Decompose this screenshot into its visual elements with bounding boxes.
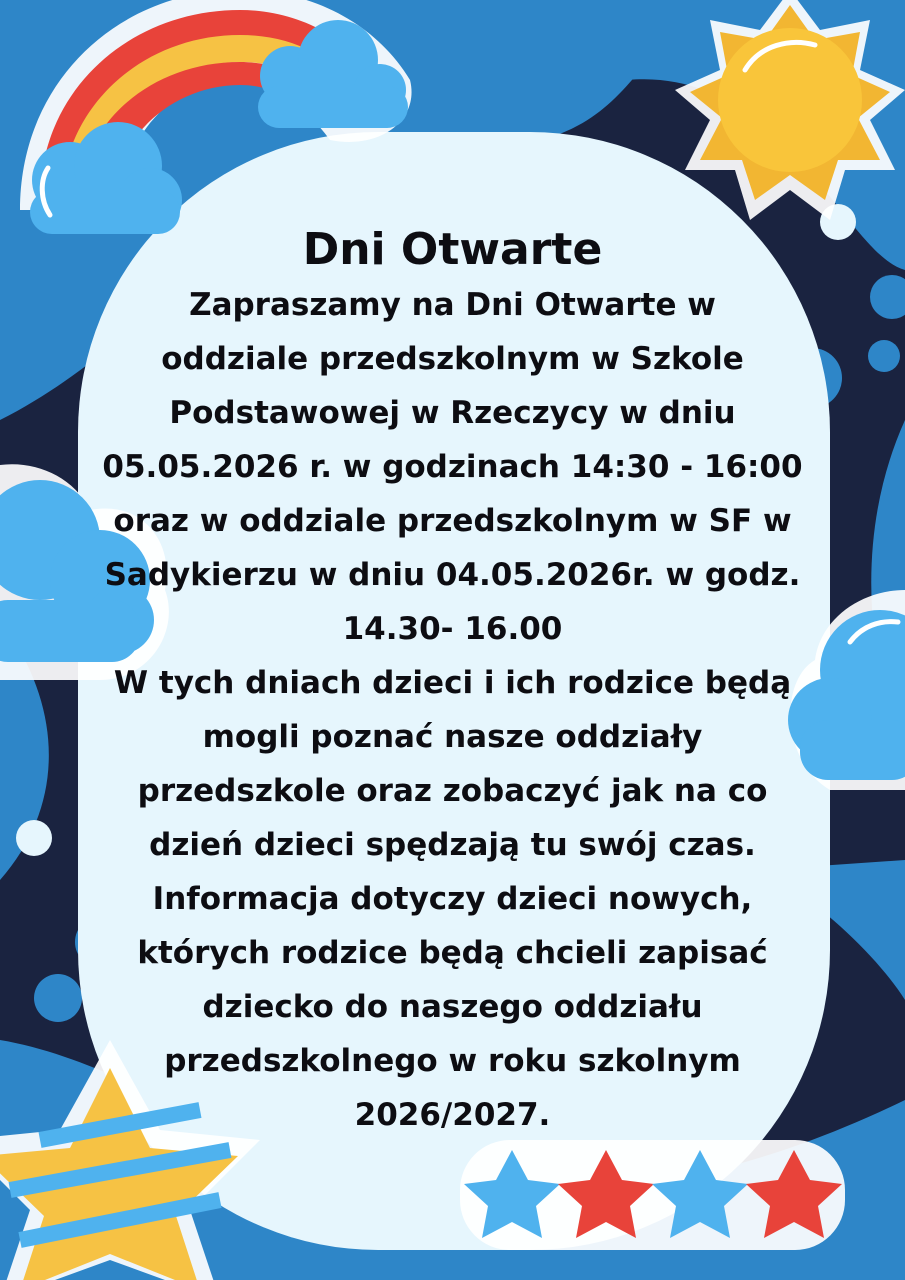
text-line: Sadykierzu w dniu 04.05.2026r. w godz. (104, 557, 801, 593)
text-line: 14.30- 16.00 (342, 611, 563, 647)
bubble (16, 820, 52, 856)
star-sticker (460, 1140, 845, 1250)
text-line: przedszkolnego w roku szkolnym (164, 1043, 741, 1079)
bubble (868, 340, 900, 372)
announcement-text (80, 222, 825, 1142)
text-line: dziecko do naszego oddziału (202, 989, 703, 1025)
text-line: oddziale przedszkolnym w Szkole (161, 341, 744, 377)
text-line: Zapraszamy na Dni Otwarte w (189, 287, 716, 323)
bubble (34, 974, 82, 1022)
text-line: przedszkole oraz zobaczyć jak na co (137, 773, 768, 809)
text-line: których rodzice będą chcieli zapisać (137, 935, 768, 971)
text-line: mogli poznać nasze oddziały (202, 719, 703, 755)
text-line: W tych dniach dzieci i ich rodzice będą (113, 665, 792, 701)
text-line: dzień dzieci spędzają tu swój czas. (149, 827, 756, 863)
poster-title: Dni Otwarte (302, 224, 603, 275)
text-line: 05.05.2026 r. w godzinach 14:30 - 16:00 (102, 449, 803, 485)
text-line: 2026/2027. (354, 1097, 551, 1133)
text-line: Podstawowej w Rzeczycy w dniu (169, 395, 736, 431)
text-line: oraz w oddziale przedszkolnym w SF w (113, 503, 792, 539)
text-line: Informacja dotyczy dzieci nowych, (152, 881, 753, 917)
